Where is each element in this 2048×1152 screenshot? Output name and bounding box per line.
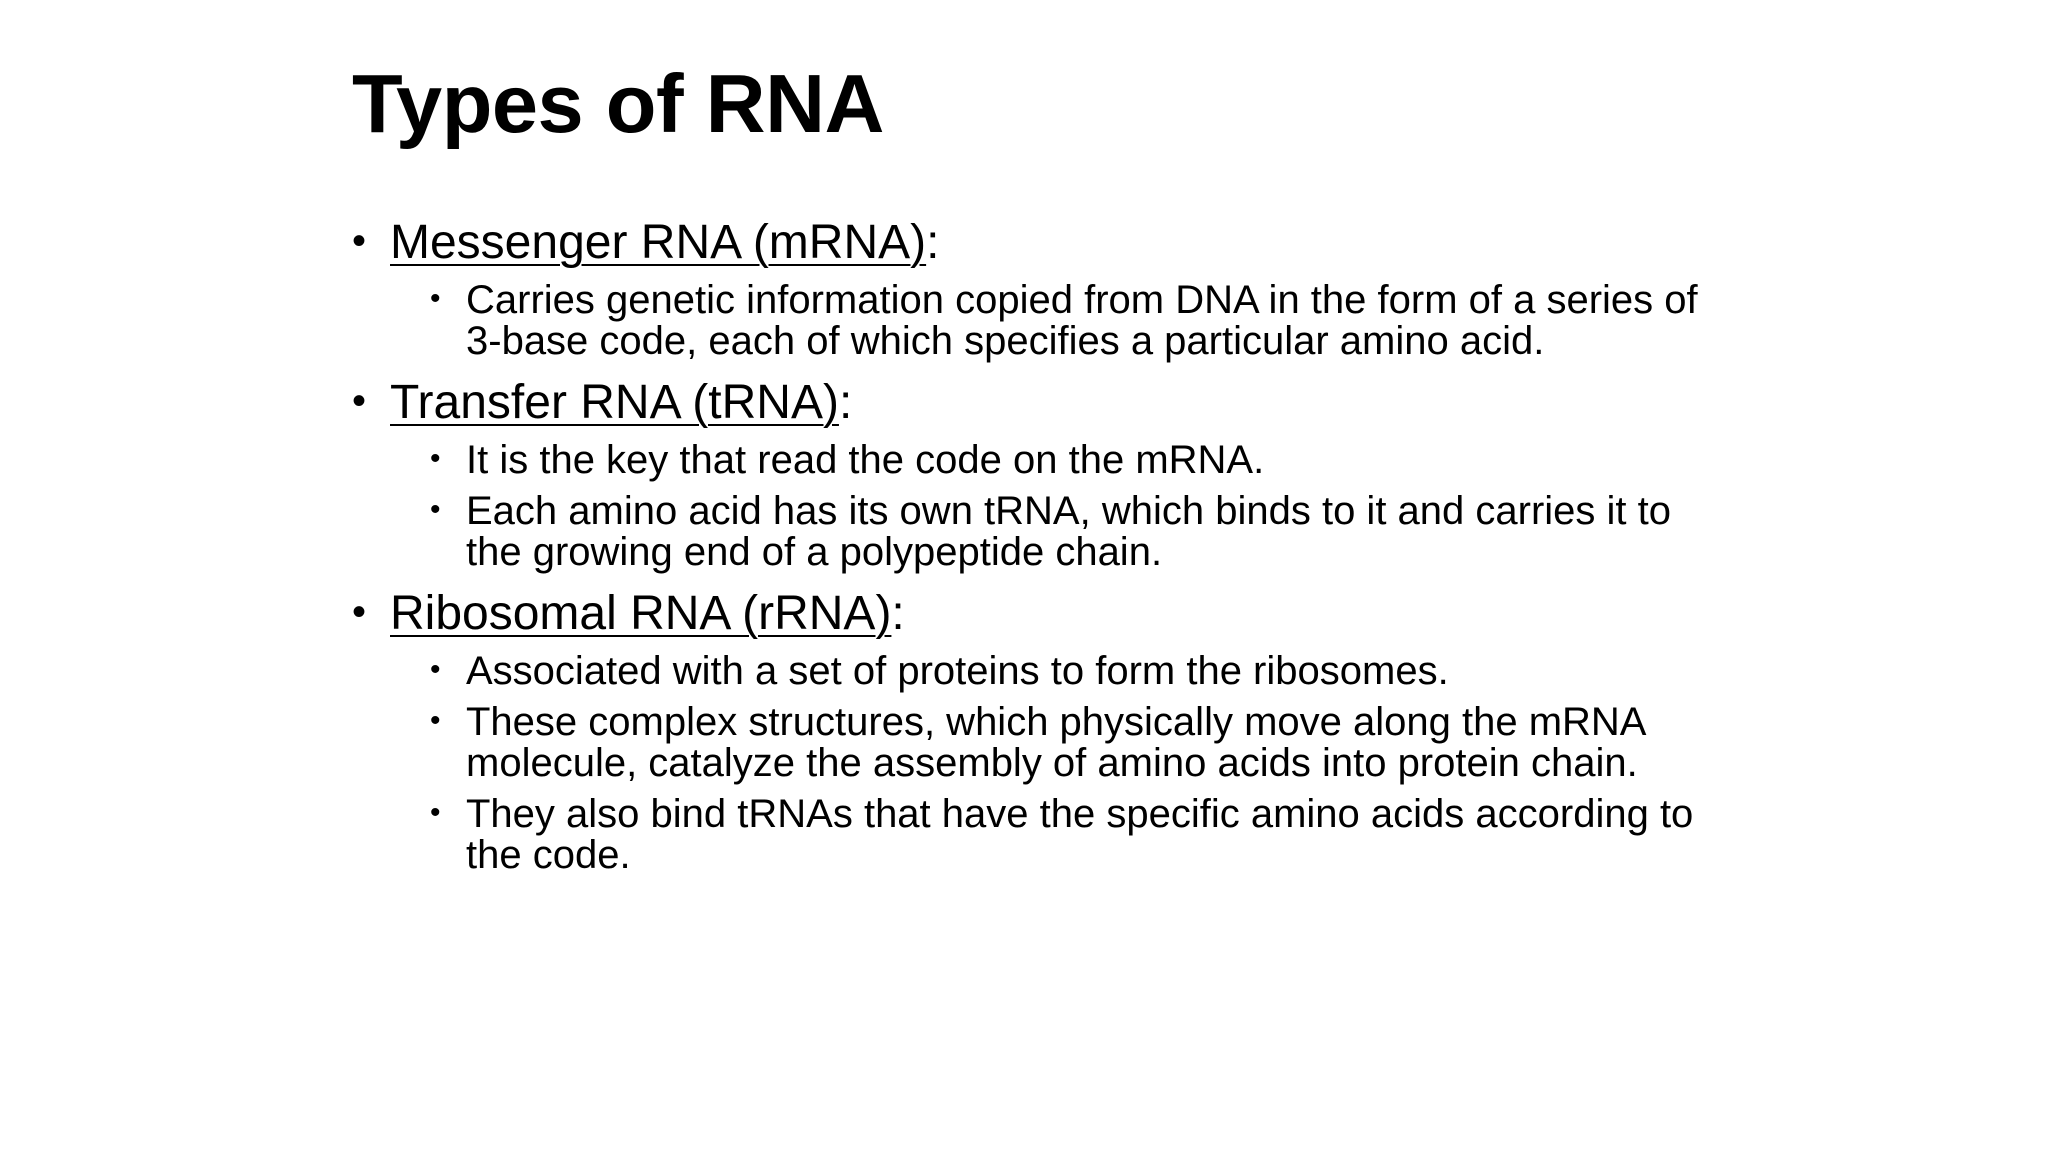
heading-text: Ribosomal RNA (rRNA) (390, 587, 892, 640)
bullet-icon: • (352, 219, 367, 263)
bullet-icon: • (352, 590, 367, 634)
list-item-text: Carries genetic information copied from DNA in the form of a series of 3-base code, each of which specifies a particular amino acid. (466, 278, 1698, 363)
bullet-icon: • (430, 653, 441, 686)
heading-suffix: : (891, 587, 905, 640)
list-item-text: Each amino acid has its own tRNA, which binds to it and carries it to the growing end of a polypeptide chain. (466, 489, 1671, 574)
section-heading (352, 585, 1732, 643)
list-item-text: They also bind tRNAs that have the specific amino acids according to the code. (466, 792, 1694, 877)
section-heading (352, 214, 1732, 272)
heading-suffix: : (838, 376, 853, 429)
sub-list (352, 440, 1732, 573)
bullet-icon: • (430, 704, 441, 737)
list-item (352, 440, 1732, 481)
list-item (352, 794, 1732, 876)
list-item-text: Associated with a set of proteins to form the ribosomes. (466, 649, 1449, 693)
sub-list (352, 280, 1732, 362)
bullet-icon: • (352, 379, 367, 423)
heading-text: Messenger RNA (mRNA) (390, 216, 927, 269)
bullet-icon: • (430, 282, 441, 315)
section-trna (352, 374, 1732, 573)
bullet-icon: • (430, 796, 441, 829)
slide-title: Types of RNA (352, 57, 885, 150)
list-item (352, 651, 1732, 692)
heading-suffix: : (926, 216, 940, 269)
sub-list (352, 651, 1732, 876)
section-heading (352, 374, 1732, 432)
bullet-icon: • (430, 493, 441, 526)
list-item (352, 702, 1732, 784)
heading-text: Transfer RNA (tRNA) (390, 376, 839, 429)
list-item (352, 491, 1732, 573)
slide-content (352, 214, 1732, 888)
section-rrna (352, 585, 1732, 876)
bullet-icon: • (430, 442, 441, 475)
list-item (352, 280, 1732, 362)
list-item-text: It is the key that read the code on the mRNA. (466, 438, 1265, 482)
list-item-text: These complex structures, which physically move along the mRNA molecule, catalyze the assembly of amino acids into protein chain. (466, 700, 1645, 785)
section-mrna (352, 214, 1732, 362)
